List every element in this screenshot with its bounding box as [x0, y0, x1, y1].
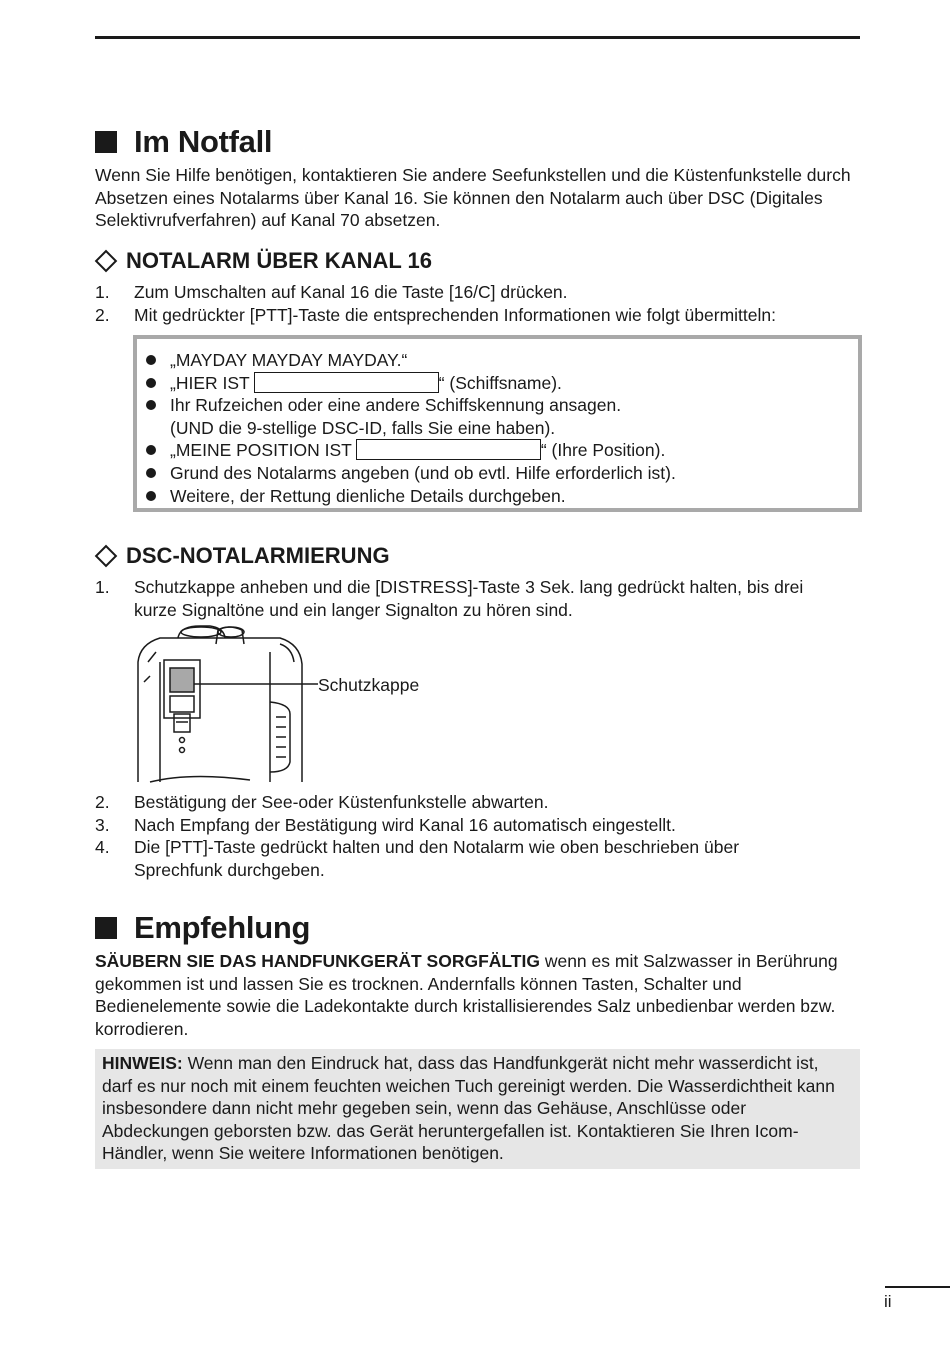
list-item: [146, 417, 858, 440]
ship-name-blank: [254, 372, 439, 393]
subsection-heading-dsc: [95, 543, 390, 569]
box-line: „HIER IST “ (Schiffsname).: [170, 372, 562, 393]
list-item: [95, 814, 865, 837]
list-item: [95, 281, 865, 304]
footer-rule: [885, 1286, 950, 1288]
diamond-icon: [95, 545, 118, 568]
box-line: Ihr Rufzeichen oder eine andere Schiffskennung ansagen.: [170, 395, 622, 416]
list-item: [146, 439, 858, 462]
list-item: [146, 349, 858, 372]
list-item: [146, 394, 858, 417]
step-text: Schutzkappe anheben und die [DISTRESS]-Taste 3 Sek. lang gedrückt halten, bis drei kurze Signaltöne und ein langer Signalton zu hören sind.: [134, 577, 804, 620]
mayday-message-box: [133, 335, 862, 512]
step-number: 4.: [95, 837, 110, 858]
empfehlung-paragraph: [95, 950, 865, 1040]
paragraph-body: wenn es mit Salzwasser in Berührung gekommen ist und lassen Sie es trocknen. Andernfalls können Tasten, Schalter und Bedienelemente sowie die Ladekontakte durch kristallisierendes Salz unbedienbar werden bzw. korrodieren.: [95, 951, 838, 1039]
step-number: 1.: [95, 577, 110, 597]
note-text: Wenn man den Eindruck hat, dass das Handfunkgerät nicht mehr wasserdicht ist, darf es nur noch mit einem feuchten weichen Tuch gereinigt werden. Die Wasserdichtheit kann insbesondere dann nicht mehr gegeben sein, wenn das Gehäuse, Anschlüsse oder Abdeckungen geborsten bzw. das Gerät heruntergefallen ist. Kontaktieren Sie Ihren Icom-Händler, wenn Sie weitere Informationen benötigen.: [102, 1053, 835, 1164]
hinweis-note-box: [95, 1049, 860, 1169]
radio-protective-cap-illustration: [130, 622, 320, 787]
bullet-icon: [146, 468, 156, 478]
intro-paragraph: Wenn Sie Hilfe benötigen, kontaktieren Sie andere Seefunkstellen und die Küstenfunkstelle durch Absetzen eines Notalarms über Kanal 16. Sie können den Notalarm auch über DSC (Digitales Selektivrufverfahren) auf Kanal 70 absetzen.: [95, 165, 851, 231]
section-title: Empfehlung: [134, 910, 311, 945]
list-item: [146, 485, 858, 508]
step-text: Mit gedrückter [PTT]-Taste die entsprechenden Informationen wie folgt übermitteln:: [134, 304, 776, 325]
list-item: [95, 304, 865, 327]
step-text: Die [PTT]-Taste gedrückt halten und den Notalarm wie oben beschrieben über Sprechfunk durchgeben.: [134, 837, 740, 880]
list-item: [95, 791, 865, 814]
box-line: „MEINE POSITION IST “ (Ihre Position).: [170, 440, 666, 461]
diamond-icon: [95, 250, 118, 273]
subsection-heading-kanal16: [95, 248, 432, 274]
box-line: „MAYDAY MAYDAY MAYDAY.“: [170, 350, 408, 370]
step-text: Nach Empfang der Bestätigung wird Kanal 16 automatisch eingestellt.: [134, 814, 676, 835]
page-number: ii: [884, 1292, 892, 1311]
step-number: 2.: [95, 792, 110, 812]
dsc-step-1: [95, 576, 865, 621]
bullet-icon: [146, 400, 156, 410]
square-bullet-icon: [95, 131, 117, 153]
kanal16-steps: [95, 281, 865, 326]
bullet-icon: [146, 445, 156, 455]
section-heading-notfall: [95, 124, 272, 160]
bullet-icon: [146, 378, 156, 388]
list-item: [146, 462, 858, 485]
bold-lead: SÄUBERN SIE DAS HANDFUNKGERÄT SORGFÄLTIG: [95, 951, 540, 971]
step-number: 1.: [95, 282, 110, 302]
position-blank: [356, 439, 541, 460]
note-label: HINWEIS:: [102, 1053, 183, 1073]
square-bullet-icon: [95, 917, 117, 939]
subsection-title: NOTALARM ÜBER KANAL 16: [126, 248, 432, 273]
list-item: [146, 372, 858, 395]
bullet-icon: [146, 491, 156, 501]
bullet-icon: [146, 355, 156, 365]
list-item: [95, 836, 865, 881]
top-rule: [95, 36, 860, 39]
callout-label-schutzkappe: Schutzkappe: [318, 675, 420, 695]
step-text: Bestätigung der See-oder Küstenfunkstelle abwarten.: [134, 792, 549, 812]
dsc-steps-continued: [95, 791, 865, 881]
section-title: Im Notfall: [134, 124, 273, 159]
step-number: 2.: [95, 304, 110, 325]
step-number: 3.: [95, 814, 110, 835]
subsection-title: DSC-NOTALARMIERUNG: [126, 543, 390, 568]
box-line: Weitere, der Rettung dienliche Details durchgeben.: [170, 485, 566, 506]
box-line: Grund des Notalarms angeben (und ob evtl. Hilfe erforderlich ist).: [170, 462, 676, 483]
step-text: Zum Umschalten auf Kanal 16 die Taste [16/C] drücken.: [134, 282, 568, 302]
list-item: [95, 576, 865, 621]
section-heading-empfehlung: [95, 910, 310, 946]
box-line: (UND die 9-stellige DSC-ID, falls Sie eine haben).: [170, 417, 556, 438]
